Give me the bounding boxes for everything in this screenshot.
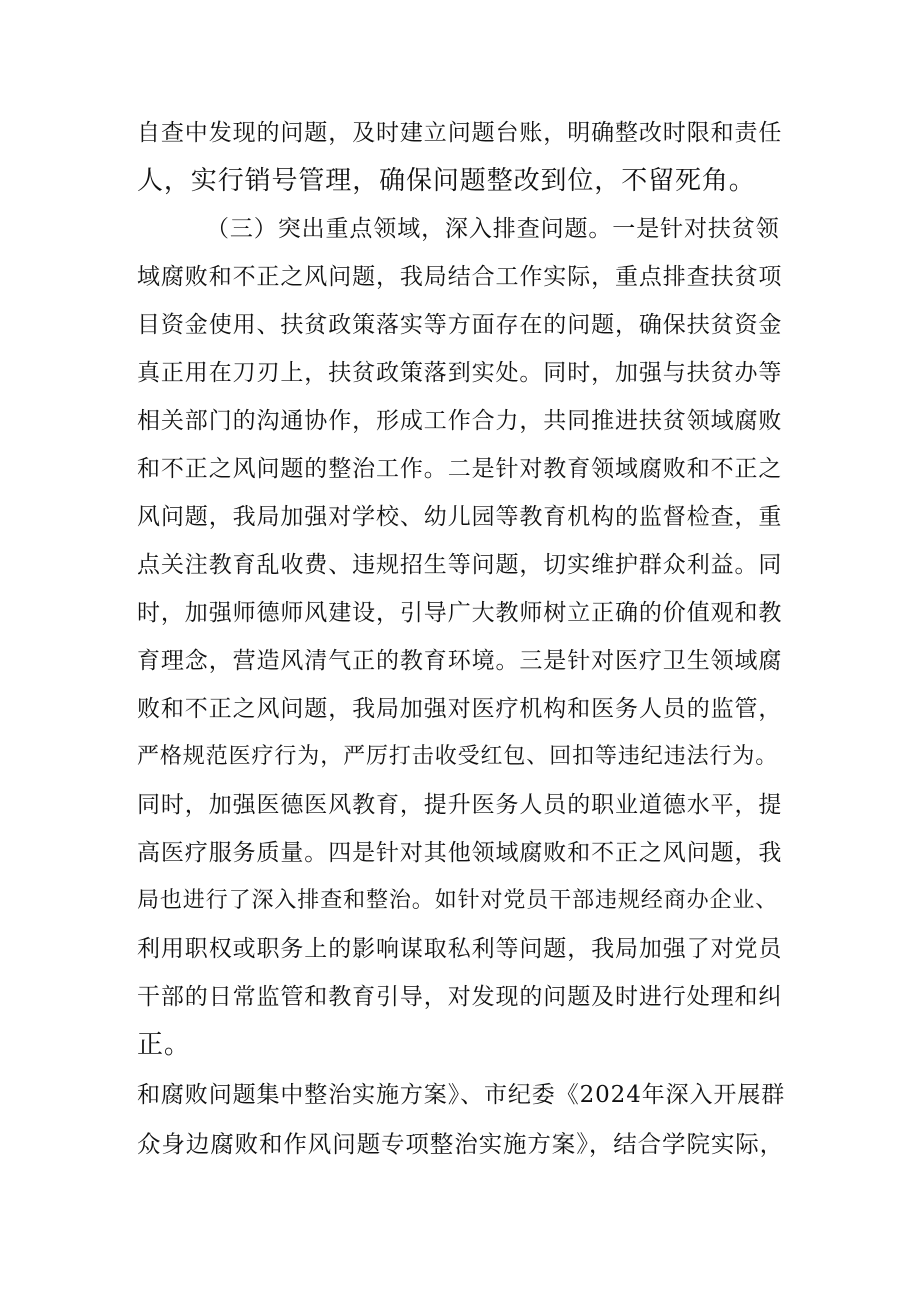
text-line: 和腐败问题集中整治实施方案》、市纪委《2024年深入开展群	[137, 1082, 786, 1108]
text-line: 高医疗服务质量。四是针对其他领域腐败和不正之风问题，我	[137, 840, 783, 866]
text-line: 众身边腐败和作风问题专项整治实施方案》，结合学院实际，	[137, 1130, 785, 1158]
text-line: 败和不正之风问题，我局加强对医疗机构和医务人员的监管，	[137, 696, 783, 722]
text-line: 真正用在刀刃上，扶贫政策落到实处。同时，加强与扶贫办等	[137, 360, 783, 386]
text-line: 目资金使用、扶贫政策落实等方面存在的问题，确保扶贫资金	[137, 312, 783, 338]
text-line: 正。	[137, 1030, 191, 1060]
text-line: 和不正之风问题的整治工作。二是针对教育领域腐败和不正之	[137, 456, 783, 482]
text-line: 同时，加强医德医风教育，提升医务人员的职业道德水平，提	[137, 792, 783, 818]
text-line: 局也进行了深入排查和整治。如针对党员干部违规经商办企业、	[137, 888, 779, 913]
text-line: 时，加强师德师风建设，引导广大教师树立正确的价值观和教	[137, 600, 783, 626]
text-line: 利用职权或职务上的影响谋取私利等问题，我局加强了对党员	[137, 936, 783, 962]
text-line: 域腐败和不正之风问题，我局结合工作实际，重点排查扶贫项	[137, 264, 783, 290]
text-line: 严格规范医疗行为，严厉打击收受红包、回扣等违纪违法行为。	[137, 744, 779, 769]
text-line: 人，实行销号管理，确保问题整改到位，不留死角。	[137, 166, 756, 196]
text-line: 育理念，营造风清气正的教育环境。三是针对医疗卫生领域腐	[137, 648, 783, 674]
text-line: （三）突出重点领域，深入排查问题。一是针对扶贫领	[206, 216, 780, 242]
text-line: 相关部门的沟通协作，形成工作合力，共同推进扶贫领域腐败	[137, 408, 783, 434]
text-line: 点关注教育乱收费、违规招生等问题，切实维护群众利益。同	[137, 552, 783, 578]
text-line: 风问题，我局加强对学校、幼儿园等教育机构的监督检查，重	[137, 504, 783, 530]
text-line: 干部的日常监管和教育引导，对发现的问题及时进行处理和纠	[137, 984, 783, 1010]
text-line: 自查中发现的问题，及时建立问题台账，明确整改时限和责任	[137, 120, 783, 146]
